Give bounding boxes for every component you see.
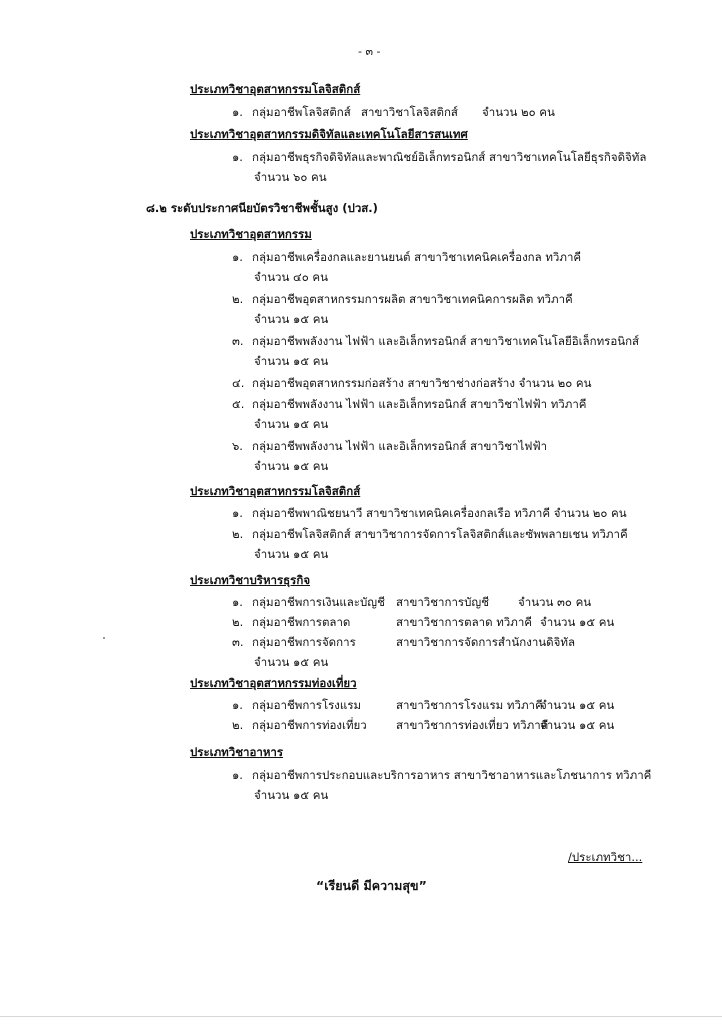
scan-edge-line: [0, 1016, 722, 1017]
list-item-amount: จำนวน ๒๐ คน: [482, 105, 555, 119]
list-item-group: กลุ่มอาชีพโลจิสติกส์: [252, 105, 351, 119]
list-item-group: กลุ่มอาชีพการจัดการ: [252, 635, 356, 649]
list-item-number: ๖.: [232, 439, 243, 453]
list-item-number: ๑.: [232, 595, 243, 609]
list-item-group: กลุ่มอาชีพการตลาด: [252, 615, 351, 629]
list-item-text: กลุ่มอาชีพอุตสาหกรรมการผลิต สาขาวิชาเทคนิคการผลิต ทวิภาคี: [252, 292, 573, 306]
list-item-amount: จำนวน ๑๕ คน: [540, 698, 615, 712]
list-item-number: ๕.: [232, 397, 245, 411]
list-item-amount: จำนวน ๑๕ คน: [254, 459, 329, 473]
list-item-program: สาขาวิชาการบัญชี: [396, 595, 490, 609]
list-item-amount: จำนวน ๖๐ คน: [254, 170, 327, 184]
section-header-industry: ประเภทวิชาอุตสาหกรรม: [190, 227, 312, 241]
list-item-number: ๑.: [232, 250, 243, 264]
list-item-text: กลุ่มอาชีพเครื่องกลและยานยนต์ สาขาวิชาเทคนิคเครื่องกล ทวิภาคี: [252, 250, 582, 264]
list-item-number: ๒.: [232, 615, 244, 629]
list-item-amount: จำนวน ๑๕ คน: [254, 788, 329, 802]
list-item-amount: จำนวน ๑๕ คน: [540, 718, 615, 732]
list-item-number: ๒.: [232, 527, 244, 541]
section-header-food: ประเภทวิชาอาหาร: [190, 745, 284, 759]
list-item-number: ๓.: [232, 334, 244, 348]
list-item-program: สาขาวิชาการท่องเที่ยว ทวิภาคี: [396, 718, 549, 732]
list-item-text: กลุ่มอาชีพธุรกิจดิจิทัลและพาณิชย์อิเล็กทรอนิกส์ สาขาวิชาเทคโนโลยีธุรกิจดิจิทัล: [252, 150, 647, 164]
list-item-amount: จำนวน ๑๕ คน: [254, 547, 329, 561]
list-item-number: ๑.: [232, 506, 243, 520]
list-item-group: กลุ่มอาชีพการโรงแรม: [252, 698, 362, 712]
list-item-text: กลุ่มอาชีพพลังงาน ไฟฟ้า และอิเล็กทรอนิกส์ สาขาวิชาไฟฟ้า ทวิภาคี: [252, 397, 587, 411]
section-header-digital: ประเภทวิชาอุตสาหกรรมดิจิทัลและเทคโนโลยีสารสนเทศ: [190, 127, 468, 141]
list-item-amount: จำนวน ๑๕ คน: [540, 615, 615, 629]
list-item-amount: จำนวน ๑๕ คน: [254, 655, 329, 669]
continuation-marker: /ประเภทวิชา...: [568, 850, 643, 864]
list-item-text: กลุ่มอาชีพโลจิสติกส์ สาขาวิชาการจัดการโลจิสติกส์และซัพพลายเชน ทวิภาคี: [252, 527, 628, 541]
list-item-text: กลุ่มอาชีพพลังงาน ไฟฟ้า และอิเล็กทรอนิกส์ สาขาวิชาไฟฟ้า: [252, 439, 548, 453]
list-item-text: กลุ่มอาชีพการประกอบและบริการอาหาร สาขาวิชาอาหารและโภชนาการ ทวิภาคี: [252, 768, 652, 782]
list-item-group: กลุ่มอาชีพการเงินและบัญชี: [252, 595, 385, 609]
list-item-number: ๔.: [232, 376, 245, 390]
list-item-program: สาขาวิชาการโรงแรม ทวิภาคี: [396, 698, 543, 712]
list-item-number: ๑.: [232, 768, 243, 782]
section-title-8-2: ๘.๒ ระดับประกาศนียบัตรวิชาชีพชั้นสูง (ปวส.): [146, 201, 378, 215]
section-header-logistics-hv: ประเภทวิชาอุตสาหกรรมโลจิสติกส์: [190, 484, 361, 498]
list-item-program: สาขาวิชาการจัดการสำนักงานดิจิทัล: [396, 635, 575, 649]
list-item-amount: จำนวน ๑๕ คน: [254, 354, 329, 368]
motto: “เรียนดี มีความสุข”: [316, 878, 427, 893]
list-item-text: กลุ่มอาชีพอุตสาหกรรมก่อสร้าง สาขาวิชาช่างก่อสร้าง จำนวน ๒๐ คน: [252, 376, 592, 390]
list-item-group: กลุ่มอาชีพการท่องเที่ยว: [252, 718, 367, 732]
section-header-tourism: ประเภทวิชาอุตสาหกรรมท่องเที่ยว: [190, 676, 357, 690]
list-item-text: กลุ่มอาชีพพาณิชยนาวี สาขาวิชาเทคนิคเครื่องกลเรือ ทวิภาคี จำนวน ๒๐ คน: [252, 506, 627, 520]
list-item-number: ๒.: [232, 292, 244, 306]
section-header-logistics: ประเภทวิชาอุตสาหกรรมโลจิสติกส์: [190, 82, 361, 96]
list-item-program: สาขาวิชาโลจิสติกส์: [361, 105, 458, 119]
list-item-amount: จำนวน ๔๐ คน: [254, 270, 328, 284]
list-item-number: ๑.: [232, 698, 243, 712]
list-item-text: กลุ่มอาชีพพลังงาน ไฟฟ้า และอิเล็กทรอนิกส์ สาขาวิชาเทคโนโลยีอิเล็กทรอนิกส์: [252, 334, 640, 348]
list-item-number: ๒.: [232, 718, 244, 732]
list-item-number: ๑.: [232, 105, 243, 119]
page-number: - ๓ -: [358, 45, 381, 58]
list-item-amount: จำนวน ๑๕ คน: [254, 312, 329, 326]
section-header-business: ประเภทวิชาบริหารธุรกิจ: [190, 573, 311, 587]
list-item-number: ๑.: [232, 150, 243, 164]
list-item-amount: จำนวน ๑๕ คน: [254, 417, 329, 431]
list-item-program: สาขาวิชาการตลาด ทวิภาคี: [396, 615, 532, 629]
scan-speck: [103, 637, 105, 639]
list-item-number: ๓.: [232, 635, 244, 649]
list-item-amount: จำนวน ๓๐ คน: [518, 595, 592, 609]
